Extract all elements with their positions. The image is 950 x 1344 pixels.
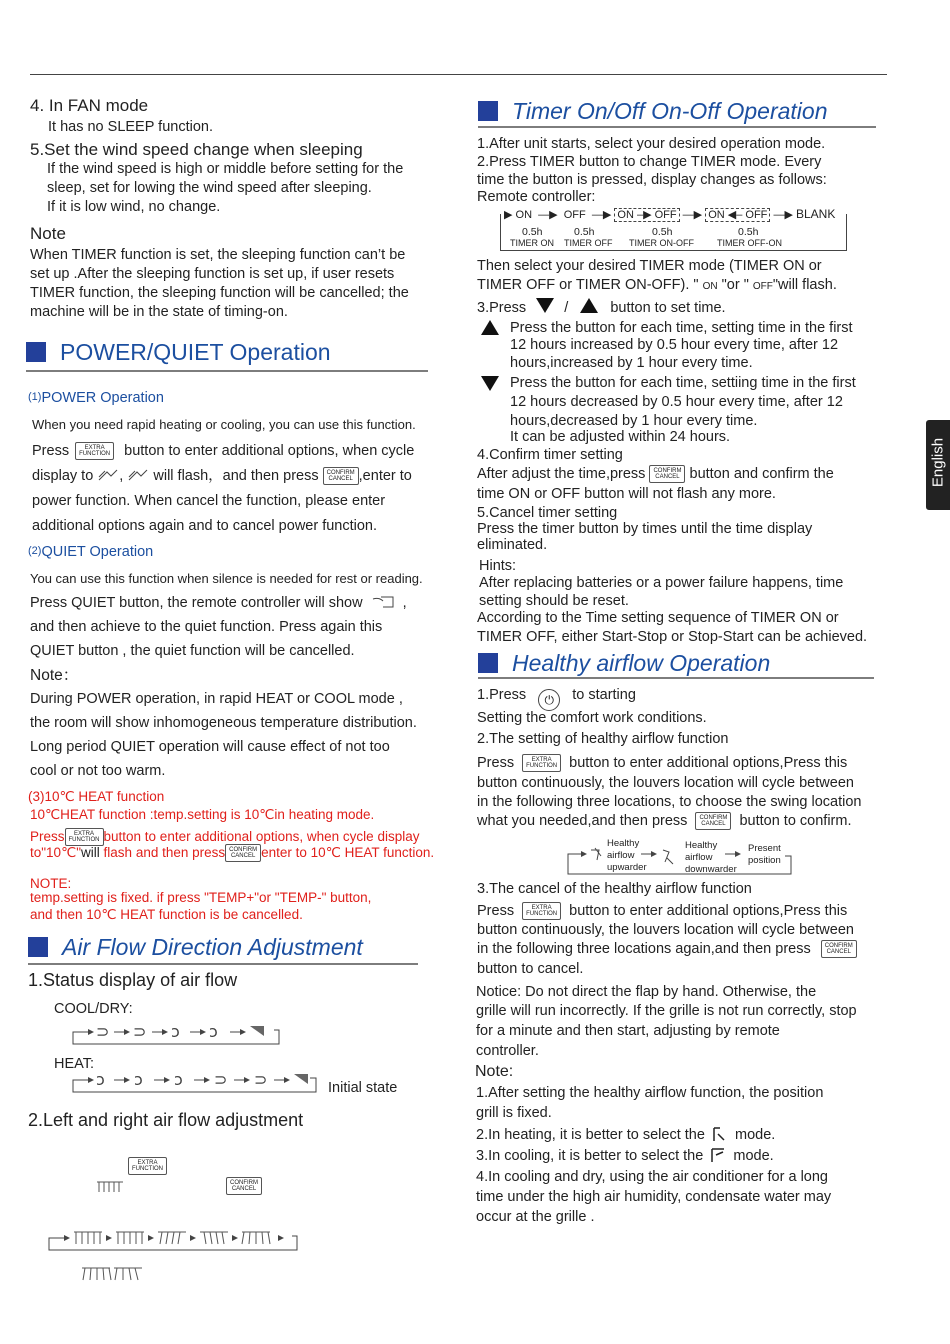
- cycle-label: airflow: [607, 850, 635, 861]
- language-tab: [926, 420, 950, 510]
- svg-text:ɔ: ɔ: [171, 1022, 180, 1041]
- text: "will flash.: [772, 277, 837, 293]
- hints-line: After replacing batteries or a power failure happens, time: [479, 575, 844, 591]
- arrow-icon: ▶: [504, 209, 513, 221]
- text: button to confirm.: [739, 813, 852, 829]
- confirm-cancel-button-icon: [226, 1177, 262, 1195]
- cycle-label: upwarder: [607, 862, 647, 873]
- header-square-icon: [478, 101, 498, 121]
- seq-onoff-box: ON –▶ OFF: [614, 208, 679, 222]
- extra-function-button-icon: [522, 902, 561, 920]
- language-tab-label: English: [929, 437, 947, 488]
- btn-line: CANCEL: [655, 474, 680, 481]
- svg-text:ɔ: ɔ: [134, 1070, 143, 1089]
- timer-sequence-row: [504, 207, 835, 221]
- svg-text:ɔ: ɔ: [96, 1070, 105, 1089]
- text: Press: [30, 829, 65, 844]
- healthy-line: Setting the comfort work conditions.: [477, 710, 707, 726]
- confirm-line: [477, 465, 834, 485]
- seq-time: 0.5h: [652, 226, 673, 238]
- timer-line: 1.After unit starts, select your desired operation mode.: [477, 136, 826, 152]
- timer-line: 2.Press TIMER button to change TIMER mode. Every: [477, 154, 822, 170]
- cycle-label: downwarder: [685, 864, 737, 875]
- note2-line: During POWER operation, in rapid HEAT or COOL mode ,: [30, 691, 403, 707]
- text: button to set time.: [610, 300, 726, 316]
- quiet-line-2: and then achieve to the quiet function. Press again this: [30, 619, 383, 635]
- power-quiet-header: [26, 339, 331, 366]
- confirm-cancel-button-icon: [649, 465, 685, 483]
- arrow-icon: —▶: [682, 209, 703, 221]
- seq-on: ON: [617, 209, 634, 221]
- text: mode.: [733, 1148, 774, 1164]
- confirm-cancel-button-icon: [225, 844, 261, 862]
- right-note-line: [476, 1126, 775, 1146]
- text: Press: [32, 443, 70, 459]
- heat-label: HEAT:: [54, 1056, 95, 1072]
- note2-line: cool or not too warm.: [30, 763, 166, 779]
- btn-line: CANCEL: [701, 821, 726, 828]
- text: Press: [477, 755, 515, 771]
- down-triangle-icon: [536, 298, 554, 313]
- healthy-cancel-line: button continuously, the louvers location will cycle between: [477, 922, 854, 938]
- btn-line: EXTRA: [84, 445, 105, 452]
- fan-mode-title: 4. In FAN mode: [30, 96, 149, 115]
- down-line: 12 hours decreased by 0.5 hour every time, after 12: [510, 394, 843, 410]
- seq-time: 0.5h: [522, 226, 543, 238]
- healthy-header: [478, 650, 770, 677]
- arrow-icon: —▶: [773, 209, 793, 221]
- healthy-cancel-line: button to cancel.: [477, 961, 584, 977]
- text: enter to 10℃ HEAT function.: [261, 845, 435, 860]
- heat10-note-line: and then 10℃ HEAT function is be cancelled.: [30, 907, 303, 922]
- text: Press: [477, 903, 515, 919]
- confirm-cancel-button-icon: [821, 940, 857, 958]
- up-line: 12 hours increased by 0.5 hour every time, after 12: [510, 337, 839, 353]
- header-underline: [478, 677, 874, 679]
- heat10-note-title: NOTE:: [30, 876, 72, 891]
- btn-line: EXTRA: [137, 1160, 158, 1166]
- btn-line: CONFIRM: [824, 943, 853, 950]
- up-triangle-icon: [481, 320, 499, 335]
- quiet-sub-text: QUIET Operation: [41, 544, 154, 560]
- note-line: When TIMER function is set, the sleeping function can’t be: [30, 247, 406, 263]
- notice-line: Notice: Do not direct the flap by hand. Otherwise, the: [476, 984, 817, 1000]
- text: /: [564, 300, 569, 316]
- quiet-sub-num: (2): [28, 545, 42, 557]
- text: button to enter additional options,Press this: [569, 903, 848, 919]
- adjust-line: It can be adjusted within 24 hours.: [510, 429, 731, 445]
- healthy-line: in the following three locations, to choose the swing location: [477, 794, 862, 810]
- timer-line: time the button is pressed, display changes as follows:: [477, 172, 827, 188]
- power-line-2: display to , will flash，and then press CONFIRM CANCEL ,enter to: [32, 468, 412, 484]
- heat10-line: 10℃HEAT function :temp.setting is 10℃in heating mode.: [30, 807, 375, 822]
- text: 2.In heating, it is better to select the: [476, 1127, 705, 1143]
- right-note-line: grill is fixed.: [476, 1105, 552, 1121]
- healthy-line: [477, 812, 852, 832]
- arrow-icon: —▶: [591, 209, 612, 221]
- cancel-line: Press the timer button by times until the time display: [477, 521, 813, 537]
- seq-label: TIMER OFF: [564, 238, 613, 248]
- seq-off: OFF: [563, 209, 586, 221]
- header-underline: [26, 370, 428, 372]
- notice-line: grille will run incorrectly. If the grille is not run correctly, stop: [476, 1003, 857, 1019]
- text: TIMER OFF or TIMER ON-OFF). ": [477, 277, 699, 293]
- heat-louver-sequence-diagram: [70, 1070, 320, 1096]
- header-square-icon: [26, 342, 46, 362]
- svg-text:⊃: ⊃: [254, 1070, 268, 1089]
- up-line: Press the button for each time, setting time in the first: [510, 320, 853, 336]
- seq-off: OFF: [745, 209, 768, 221]
- extra-function-button-icon: [128, 1157, 167, 1175]
- btn-line: CONFIRM: [653, 468, 682, 475]
- btn-line: FUNCTION: [68, 837, 100, 844]
- btn-line: FUNCTION: [526, 763, 558, 770]
- btn-line: EXTRA: [531, 757, 552, 764]
- down-line: Press the button for each time, settiing time in the first: [510, 375, 856, 391]
- header-square-icon: [28, 937, 48, 957]
- power-button-icon: ⏻: [538, 689, 560, 711]
- note2-title: Note：: [30, 667, 79, 684]
- power-intro: When you need rapid heating or cooling, you can use this function.: [32, 417, 416, 432]
- swing-louver-icon: [95, 1180, 125, 1194]
- note-line: set up .After the sleeping function is set up, if user resets: [30, 266, 395, 282]
- cycle-label: airflow: [685, 852, 713, 863]
- timer-header-text: Timer On/Off On-Off Operation: [512, 98, 828, 124]
- extra-function-button-icon: [75, 442, 114, 460]
- svg-text:⊃: ⊃: [96, 1022, 110, 1041]
- text: "or ": [721, 277, 749, 293]
- confirm-line: time ON or OFF button will not flash any more.: [477, 486, 776, 502]
- right-note-line: time under the high air humidity, condensate water may: [476, 1189, 832, 1205]
- notice-line: controller.: [476, 1043, 539, 1059]
- healthy-line: [477, 686, 636, 711]
- right-note-line: occur at the grille .: [476, 1209, 595, 1225]
- power-fan-icon: [127, 468, 149, 482]
- text: Press QUIET button, the remote controller will show: [30, 595, 363, 611]
- seq-on: ON: [708, 209, 725, 221]
- btn-line: FUNCTION: [79, 451, 111, 458]
- down-triangle-icon: [481, 376, 499, 391]
- seq-offon-box: ON ◀– OFF: [705, 208, 770, 222]
- seq-label: TIMER ON: [510, 238, 554, 248]
- status-title: 1.Status display of air flow: [28, 970, 238, 990]
- timer-header: [478, 98, 828, 125]
- lr-title: 2.Left and right air flow adjustment: [28, 1110, 304, 1130]
- power-line-3: power function. When cancel the function, please enter: [32, 493, 386, 509]
- cycle-label: Healthy: [685, 840, 718, 851]
- cycle-label: Present: [748, 843, 781, 854]
- btn-line: CANCEL: [826, 949, 851, 956]
- cycle-label: Healthy: [607, 838, 640, 849]
- seq-time: 0.5h: [574, 226, 595, 238]
- heating-louver-icon: [712, 1126, 728, 1142]
- timer-line: Then select your desired TIMER mode (TIMER ON or: [477, 258, 822, 274]
- confirm-title: 4.Confirm timer setting: [477, 447, 623, 463]
- power-sub-num: (1): [28, 391, 42, 403]
- note-title: Note: [30, 224, 66, 243]
- healthy-line: button continuously, the louvers location will cycle between: [477, 775, 854, 791]
- right-note-line: 1.After setting the healthy airflow function, the position: [476, 1085, 824, 1101]
- healthy-header-text: Healthy airflow Operation: [512, 650, 771, 676]
- seq-label: TIMER ON-OFF: [629, 238, 694, 248]
- cancel-title: 5.Cancel timer setting: [477, 505, 618, 521]
- healthy-cancel-line: [477, 902, 847, 922]
- quiet-line-1: Press QUIET button, the remote controller will show ,: [30, 595, 407, 611]
- cool-dry-label: COOL/DRY:: [54, 1001, 133, 1017]
- power-sub-text: POWER Operation: [41, 390, 164, 406]
- text: display to: [32, 468, 94, 484]
- text: After adjust the time,press: [477, 466, 646, 482]
- text: ON: [702, 281, 718, 292]
- btn-line: FUNCTION: [526, 911, 558, 918]
- header-underline: [478, 126, 876, 128]
- text: button to enter additional options, when cycle display: [103, 829, 420, 844]
- healthy-cancel-title: 3.The cancel of the healthy airflow function: [477, 881, 752, 897]
- fan-mode-text: It has no SLEEP function.: [48, 119, 213, 135]
- lr-louver-sequence-diagram: [46, 1228, 301, 1254]
- text: button and confirm the: [689, 466, 834, 482]
- text: will flash，and then press: [153, 468, 319, 484]
- header-square-icon: [478, 653, 498, 673]
- seq-off: OFF: [654, 209, 677, 221]
- up-line: hours,increased by 1 hour every time.: [510, 355, 753, 371]
- power-quiet-header-text: POWER/QUIET Operation: [60, 339, 331, 365]
- note-line: TIMER function, the sleeping function will be cancelled; the: [30, 285, 409, 301]
- svg-text:ɔ: ɔ: [209, 1022, 218, 1041]
- note-line: machine will be in the state of timing-on.: [30, 304, 288, 320]
- quiet-intro: You can use this function when silence is needed for rest or reading.: [30, 571, 423, 586]
- text: to"10℃": [30, 845, 82, 860]
- note2-line: the room will show inhomogeneous temperature distribution.: [30, 715, 417, 731]
- seq-time: 0.5h: [738, 226, 759, 238]
- lr-louver-extra-icon: [80, 1266, 144, 1282]
- text: in the following three locations again,and then press: [477, 941, 811, 957]
- healthy-line: [477, 754, 847, 774]
- cancel-line: eliminated.: [477, 537, 548, 553]
- timer-line: Remote controller:: [477, 189, 596, 205]
- text: button to enter additional options, when cycle: [124, 443, 415, 459]
- heat10-note-line: temp.setting is fixed. if press "TEMP+"or "TEMP-" button,: [30, 890, 372, 905]
- right-note-line: [476, 1147, 774, 1167]
- cooling-louver-icon: [710, 1147, 726, 1163]
- hints-line: setting should be reset.: [479, 593, 629, 609]
- quiet-line-3: QUIET button , the quiet function will be cancelled.: [30, 643, 355, 659]
- header-underline: [28, 963, 418, 965]
- notice-line: for a minute and then start, adjusting by remote: [476, 1023, 780, 1039]
- btn-line: EXTRA: [74, 831, 95, 838]
- power-subtitle: [28, 390, 164, 406]
- healthy-line: 2.The setting of healthy airflow function: [477, 731, 729, 747]
- svg-text:⊃: ⊃: [133, 1022, 147, 1041]
- cycle-label: position: [748, 855, 781, 866]
- power-fan-icon: [97, 468, 119, 482]
- cool-dry-louver-sequence-diagram: [70, 1020, 285, 1046]
- btn-line: CANCEL: [328, 476, 353, 483]
- text: flash and then press: [103, 845, 226, 860]
- text: ,enter to: [358, 468, 412, 484]
- text: to starting: [572, 687, 636, 703]
- note2-line: Long period QUIET operation will cause effect of not too: [30, 739, 390, 755]
- timer-line: [477, 276, 837, 297]
- btn-line: CANCEL: [230, 853, 256, 860]
- right-note-title: Note:: [475, 1063, 514, 1080]
- extra-function-button-icon: [522, 754, 561, 772]
- up-triangle-icon: [580, 298, 598, 313]
- btn-line: CONFIRM: [229, 847, 258, 854]
- healthy-cancel-line: [477, 940, 857, 960]
- confirm-cancel-button-icon: [695, 812, 731, 830]
- wind-title: 5.Set the wind speed change when sleeping: [30, 140, 363, 159]
- text: OFF: [752, 281, 773, 292]
- btn-line: CONFIRM: [326, 470, 355, 477]
- svg-text:⊃: ⊃: [214, 1070, 228, 1089]
- top-rule: [30, 74, 887, 75]
- text: will: [81, 845, 100, 860]
- btn-line: EXTRA: [531, 905, 552, 912]
- confirm-cancel-button-icon: [323, 467, 359, 485]
- initial-state-label: Initial state: [328, 1080, 398, 1096]
- wind-line: If it is low wind, no change.: [47, 199, 221, 215]
- seq-label: TIMER OFF-ON: [717, 238, 782, 248]
- airflow-header: [28, 934, 363, 961]
- btn-line: CANCEL: [231, 1186, 257, 1192]
- text: mode.: [734, 1127, 776, 1143]
- airflow-header-text: Air Flow Direction Adjustment: [62, 934, 363, 960]
- down-line: hours,decreased by 1 hour every time.: [510, 413, 758, 429]
- wind-line: sleep, set for lowing the wind speed after sleeping.: [47, 180, 372, 196]
- heat10-line: [30, 843, 434, 862]
- text: 3.Press: [477, 300, 527, 316]
- power-line-1: [32, 442, 414, 462]
- svg-text:ɔ: ɔ: [174, 1070, 183, 1089]
- btn-line: FUNCTION: [132, 1166, 163, 1172]
- btn-line: CONFIRM: [230, 1180, 258, 1186]
- text: button to enter additional options,Press this: [569, 755, 848, 771]
- seq-blank: BLANK: [796, 207, 836, 221]
- wind-line: If the wind speed is high or middle before setting for the: [47, 161, 404, 177]
- text: 3.In cooling, it is better to select the: [476, 1148, 704, 1164]
- text: what you needed,and then press: [477, 813, 688, 829]
- text: 1.Press: [477, 687, 527, 703]
- hints-line: According to the Time setting sequence of TIMER ON or: [477, 610, 839, 626]
- quiet-icon: [371, 595, 399, 609]
- power-line-4: additional options again and to cancel power function.: [32, 518, 378, 534]
- right-note-line: 4.In cooling and dry, using the air conditioner for a long: [476, 1169, 828, 1185]
- seq-on: ON: [515, 209, 533, 221]
- arrow-icon: —▶: [538, 209, 558, 221]
- quiet-subtitle: [28, 544, 153, 560]
- hints-title: Hints:: [479, 558, 517, 574]
- timer-line: [477, 298, 726, 319]
- btn-line: CONFIRM: [699, 815, 728, 822]
- heat10-title: (3)10℃ HEAT function: [28, 789, 165, 804]
- hints-line: TIMER OFF, either Start-Stop or Stop-Start can be achieved.: [477, 629, 868, 645]
